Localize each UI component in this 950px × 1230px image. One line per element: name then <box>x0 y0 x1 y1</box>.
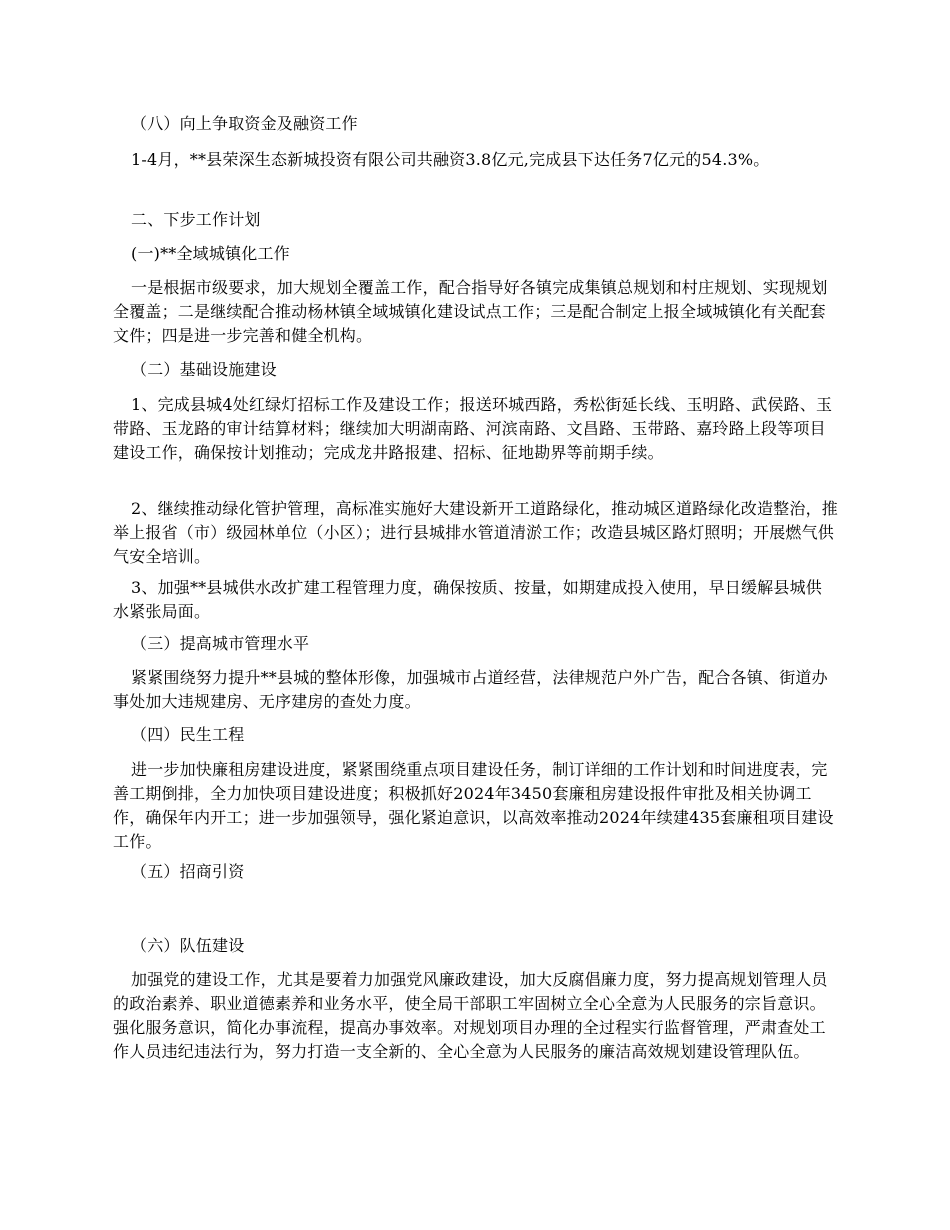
paragraph-urbanization: 一是根据市级要求，加大规划全覆盖工作，配合指导好各镇完成集镇总规划和村庄规划、实现规划全覆盖；二是继续配合推动杨林镇全域城镇化建设试点工作；三是配合制定上报全域城镇化有关配套文件；四是进一步完善和健全机构。 <box>113 278 828 345</box>
subsection-heading-team: （六）队伍建设 <box>131 936 245 955</box>
section-heading-financing: （八）向上争取资金及融资工作 <box>131 114 358 133</box>
subsection-heading-infrastructure: （二）基础设施建设 <box>131 360 277 379</box>
subsection-heading-investment: （五）招商引资 <box>131 862 245 881</box>
paragraph-financing: 1-4月，**县荣深生态新城投资有限公司共融资3.8亿元,完成县下达任务7亿元的54.3%。 <box>131 150 770 169</box>
subsection-heading-city-management: （三）提高城市管理水平 <box>131 634 310 653</box>
paragraph-team: 加强党的建设工作，尤其是要着力加强党风廉政建设，加大反腐倡廉力度，努力提高规划管理人员的政治素养、职业道德素养和业务水平，使全局干部职工牢固树立全心全意为人民服务的宗旨意识。强化服务意识，简化办事流程，提高办事效率。对规划项目办理的全过程实行监督管理，严肃查处工作人员违纪违法行为，努力打造一支全新的、全心全意为人民服务的廉洁高效规划建设管理队伍。 <box>113 970 828 1061</box>
paragraph-city-management: 紧紧围绕努力提升**县城的整体形像，加强城市占道经营，法律规范户外广告，配合各镇、街道办事处加大违规建房、无序建房的查处力度。 <box>113 668 828 711</box>
paragraph-infrastructure-1: 1、完成县城4处红绿灯招标工作及建设工作；报送环城西路，秀松街延长线、玉明路、武侯路、玉带路、玉龙路的审计结算材料；继续加大明湖南路、河滨南路、文昌路、玉带路、嘉玲路上段等项目建设工作，确保按计划推动；完成龙井路报建、招标、征地勘界等前期手续。 <box>113 395 833 462</box>
paragraph-livelihood: 进一步加快廉租房建设进度，紧紧围绕重点项目建设任务，制订详细的工作计划和时间进度表，完善工期倒排，全力加快项目建设进度；积极抓好2024年3450套廉租房建设报件审批及相关协调工作，确保年内开工；进一步加强领导，强化紧迫意识，以高效率推动2024年续建435套廉租项目建设工作。 <box>113 760 834 851</box>
paragraph-infrastructure-2: 2、继续推动绿化管护管理，高标准实施好大建设新开工道路绿化，推动城区道路绿化改造整治，推举上报省（市）级园林单位（小区）；进行县城排水管道清淤工作；改造县城区路灯照明；开展燃气供气安全培训。 <box>113 499 838 566</box>
section-heading-next-plan: 二、下步工作计划 <box>131 210 261 229</box>
subsection-heading-livelihood: （四）民生工程 <box>131 725 245 744</box>
subsection-heading-urbanization: (一)**全域城镇化工作 <box>131 244 290 263</box>
paragraph-infrastructure-3: 3、加强**县城供水改扩建工程管理力度，确保按质、按量，如期建成投入使用，早日缓解县城供水紧张局面。 <box>113 578 822 621</box>
